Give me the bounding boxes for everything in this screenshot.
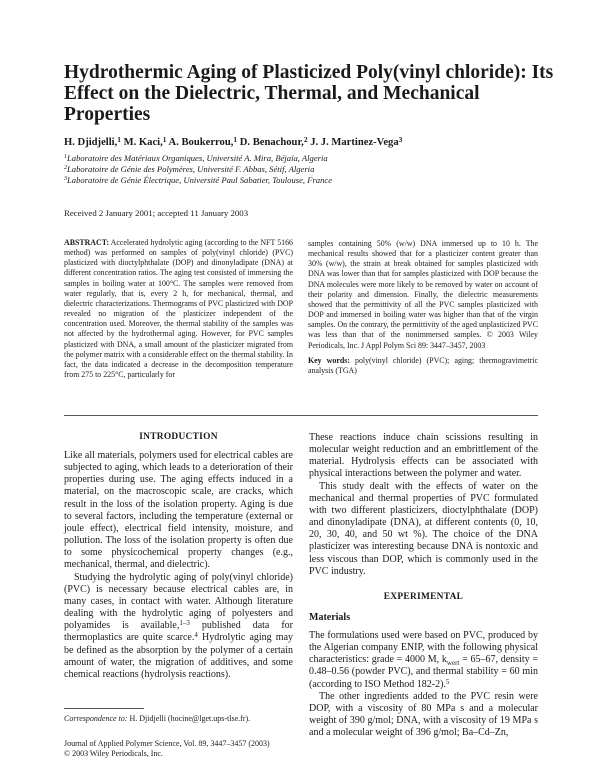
keywords: poly(vinyl chloride) (PVC); aging; thermogravimetric analysis (TGA) xyxy=(308,355,538,375)
abstract-right-column xyxy=(308,239,538,376)
author: D. Benachour, xyxy=(239,137,304,148)
received-dates: Received 2 January 2001; accepted 11 January 2003 xyxy=(64,208,249,218)
intro-paragraph-2: Studying the hydrolytic aging of poly(vinyl chloride) (PVC) is necessary because electrical cables are, in many cases, in contact with water. Although literature dealing with the hydrolytic aging of polyesters and polyamides is available,$^{1-3}$ published data for thermoplastics are quite scarce.$^4$ Hydrolytic aging may be defined as the absorption by the polymer of a certain amount of water, the migration of additives, and some chemical reactions (hydrolysis reactions). xyxy=(64,571,294,680)
introduction-heading: INTRODUCTION xyxy=(139,432,218,442)
article-title: Hydrothermic Aging of Plasticized Poly(vinyl chloride): Its Effect on the Dielectric, Thermal, and Mechanical Properties xyxy=(64,62,554,125)
section-divider xyxy=(64,415,538,416)
author-affiliation-mark: 1 xyxy=(233,135,238,144)
affiliation-list xyxy=(64,153,332,185)
author: H. Djidjelli, xyxy=(64,137,118,148)
author-affiliation-mark: 3 xyxy=(398,135,403,144)
journal-citation: Journal of Applied Polymer Science, Vol. 89, 3447–3457 (2003) xyxy=(64,739,270,748)
journal-info xyxy=(64,739,270,758)
intro-paragraph-4: This study dealt with the effects of water on the mechanical and thermal properties of PVC formulated with two different plasticizers, dioctylphthalate (DOP) and dinonyladipate (DNA), at different contents (0, 10, 20, 30, 40, and 50 wt %). The choice of the DNA plasticizer was interesting because DNA is nontoxic and less viscous than DOP, which is commonly used in the PVC industry. xyxy=(309,480,538,577)
abstract-copyright: © 2003 Wiley Periodicals, Inc. J Appl Polym Sci 89: 3447–3457, 2003 xyxy=(308,330,538,350)
keywords-label: Key words: xyxy=(308,355,350,365)
citation: 1–3 xyxy=(179,619,190,628)
affiliation: $^1$Laboratoire des Matériaux Organiques, Université A. Mira, Béjaïa, Algeria xyxy=(64,153,328,163)
intro-paragraph-1: Like all materials, polymers used for electrical cables are subjected to aging, which leads to a deterioration of their properties during use. The aging effects induced in a material, on the macroscopic scale, are cracks, which result in the loss of the isolation property. Aging is due to several factors, including the temperature (external or joule effect), electrical field intensity, moisture, and pollution. The loss of the isolation property is often due to some physicochemical property changes (e.g., mechanical, thermal, and dielectric). xyxy=(64,450,293,571)
citation: 5 xyxy=(445,677,450,686)
author: J. J. Martinez-Vega xyxy=(310,137,399,148)
author: A. Boukerrou, xyxy=(168,137,234,148)
introduction-left-column xyxy=(64,450,293,681)
abstract-left-column xyxy=(64,238,293,380)
journal-copyright: © 2003 Wiley Periodicals, Inc. xyxy=(64,748,163,758)
introduction-right-column xyxy=(309,432,538,578)
author-affiliation-mark: 1 xyxy=(117,135,121,144)
abstract-text-continued: samples containing 50% (w/w) DNA immersed up to 10 h. The mechanical results showed that for a plasticizer content greater than 30% (w/w), the strain at break obtained for samples plasticized with DNA was lower than that for samples plasticized with DOP because the DNA molecules were more likely to be removed by water on account of their polarity and dimension. Finally, the dielectric measurements showed that the permittivity of all the PVC samples plasticized with DOP and immersed in boiling water was higher than that of the virgin samples. On the contrary, the permittivity of the aged unplasticized PVC was less than that of the nonimmersed samples. xyxy=(308,239,538,340)
author-affiliation-mark: 2 xyxy=(303,135,308,144)
footnote-divider xyxy=(64,708,144,709)
author: M. Kaci, xyxy=(123,137,163,148)
affiliation: $^2$Laboratoire de Génie des Polymères, Université F. Abbas, Sétif, Algeria xyxy=(64,163,315,174)
correspondence-footnote: Correspondence to: H. Djidjelli (hocine@lget.ups-tlse.fr). xyxy=(64,714,251,723)
materials-column xyxy=(309,630,538,739)
materials-paragraph-1: The formulations used were based on PVC, produced by the Algerian company ENIP, with the following physical characteristics: grade = 4000 M, $k_{wert} = 65-67$, density = 0.48–0.56 (powder PVC), and thermal stability = 60 min (according to ISO Method 182-2).$^5$ xyxy=(309,630,538,690)
experimental-heading: EXPERIMENTAL xyxy=(383,592,464,602)
affiliation: $^3$Laboratoire de Génie Électrique, Université Paul Sabatier, Toulouse, France xyxy=(64,174,333,185)
materials-subheading: Materials xyxy=(309,612,351,623)
abstract-text: Accelerated hydrolytic aging (according to the NFT 5166 method) was performed on samples of poly(vinyl chloride) (PVC) plasticized with dioctylphthalate (DOP) and dinonyladipate (DNA) at different concentration ratios. The aging test consisted of immersing the samples in boiling water at 100°C. The samples were removed from water regularly, that is, every 2 h, for mechanical, thermal, and dielectric characterizations. Thermograms of PVC plasticized with DOP revealed no migration of the plasticizer independent of the concentration used. Moreover, the thermal stability of the samples was not affected by the hydrothermal aging. However, for PVC samples plasticized with DNA, a small amount of the plasticizer migrated from the polymer matrix with a considerable effect on the thermal stability. In fact, the data indicated a decrease in the decomposition temperature from 275 to 225°C, particularly for xyxy=(64,238,293,380)
intro-paragraph-3: These reactions induce chain scissions resulting in molecular weight reduction and an embrittlement of the material. Hydrolysis effects can be associated with physical interactions between the polymer and water. xyxy=(309,432,538,480)
citation: 4 xyxy=(194,631,198,640)
materials-paragraph-2: The other ingredients added to the PVC resin were DOP, with a viscosity of 80 MPa s and a molecular weight of 390 g/mol; DNA, with a viscosity of 19 MPa s and a molecular weight of 396 g/mol; Ba–Cd–Zn, xyxy=(309,690,538,739)
author-list xyxy=(64,137,402,148)
abstract-label: ABSTRACT: xyxy=(64,238,110,247)
author-affiliation-mark: 1 xyxy=(162,135,167,144)
